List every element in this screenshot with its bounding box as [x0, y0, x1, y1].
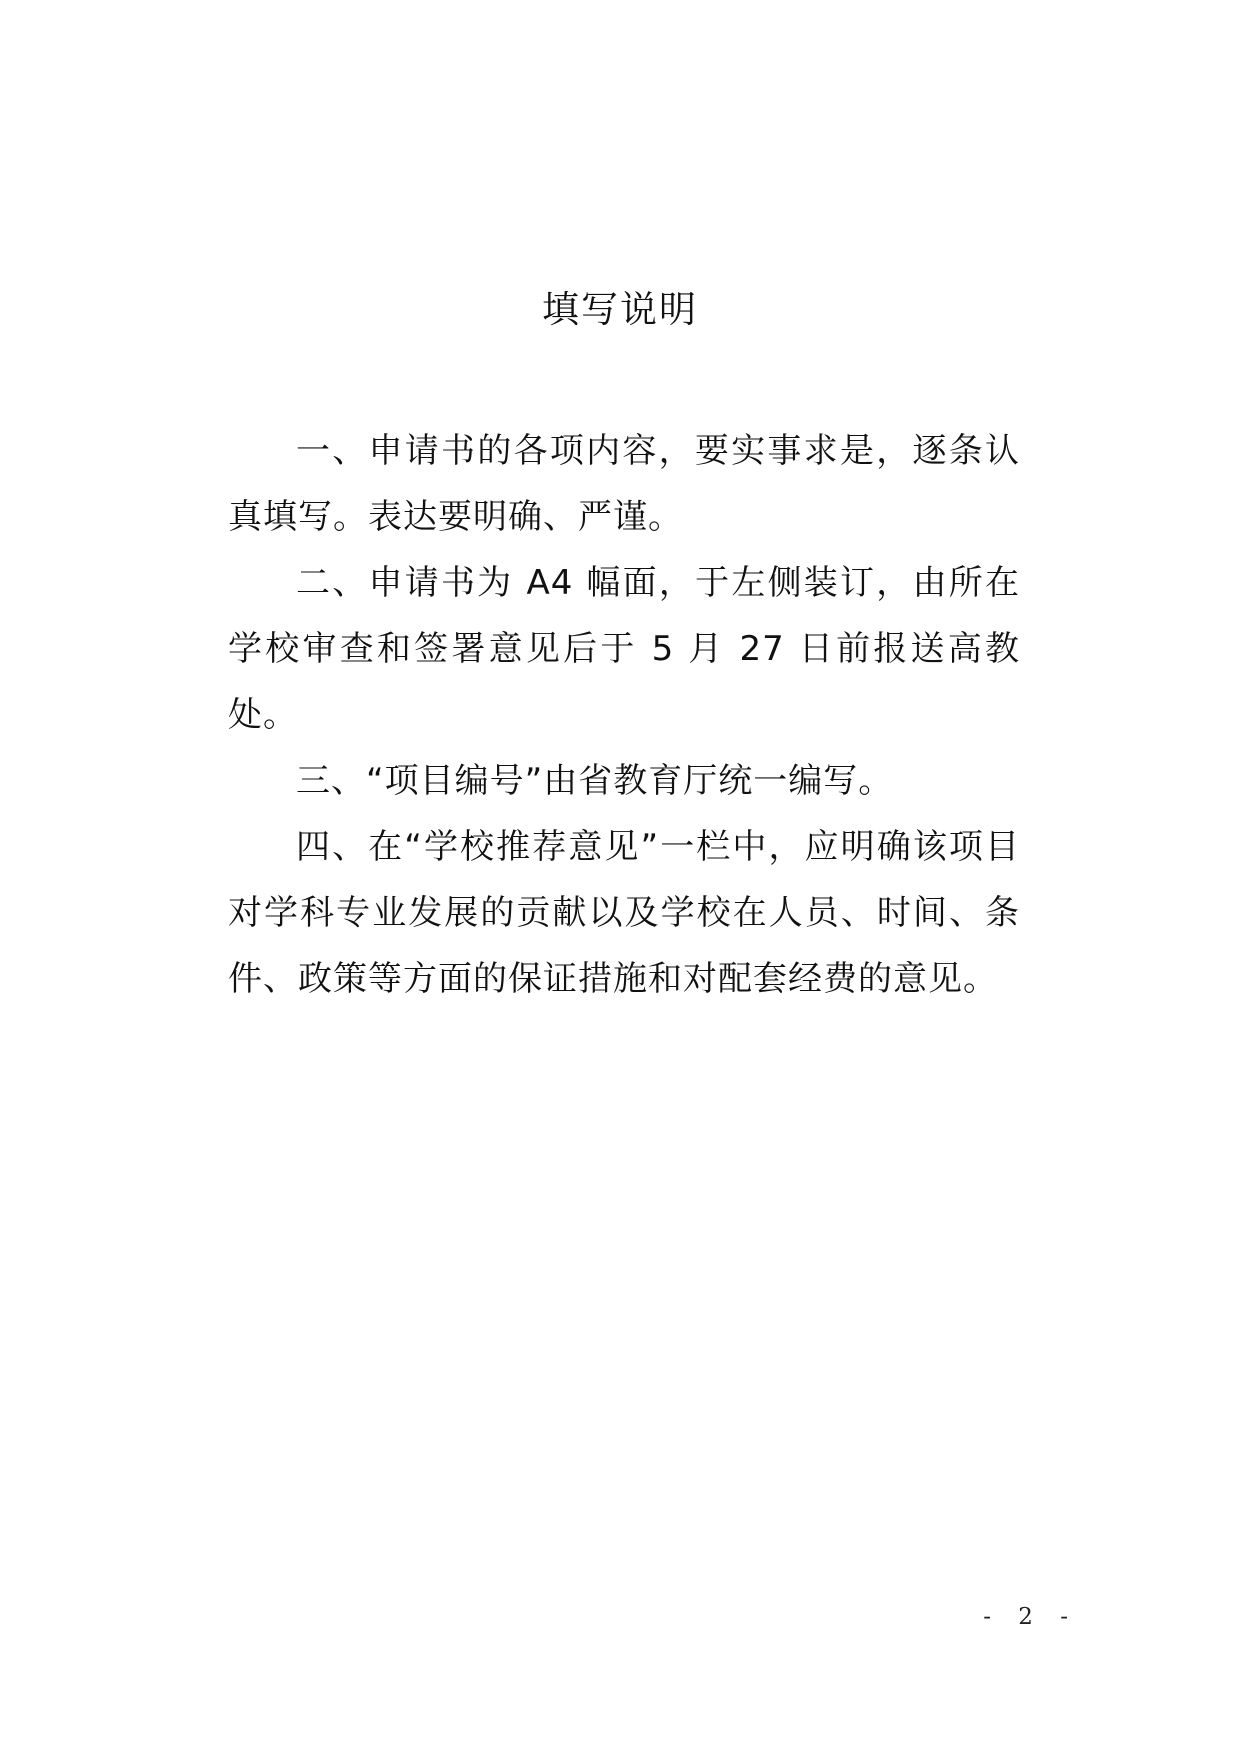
page-number: - 2 - — [983, 1604, 1078, 1630]
instructions-body — [228, 418, 1020, 1012]
instruction-paragraph-3: 三、“项目编号”由省教育厅统一编写。 — [296, 761, 894, 801]
instruction-paragraph-1: 一、申请书的各项内容，要实事求是，逐条认真填写。表达要明确、严谨。 — [228, 431, 1020, 537]
instruction-paragraph-4: 四、在“学校推荐意见”一栏中，应明确该项目对学科专业发展的贡献以及学校在人员、时间、条件、政策等方面的保证措施和对配套经费的意见。 — [228, 827, 1020, 999]
page-title: 填写说明 — [542, 288, 698, 331]
instruction-paragraph-2: 二、申请书为 A4 幅面，于左侧装订，由所在学校审查和签署意见后于 5 月 27 日前报送高教处。 — [228, 563, 1020, 735]
